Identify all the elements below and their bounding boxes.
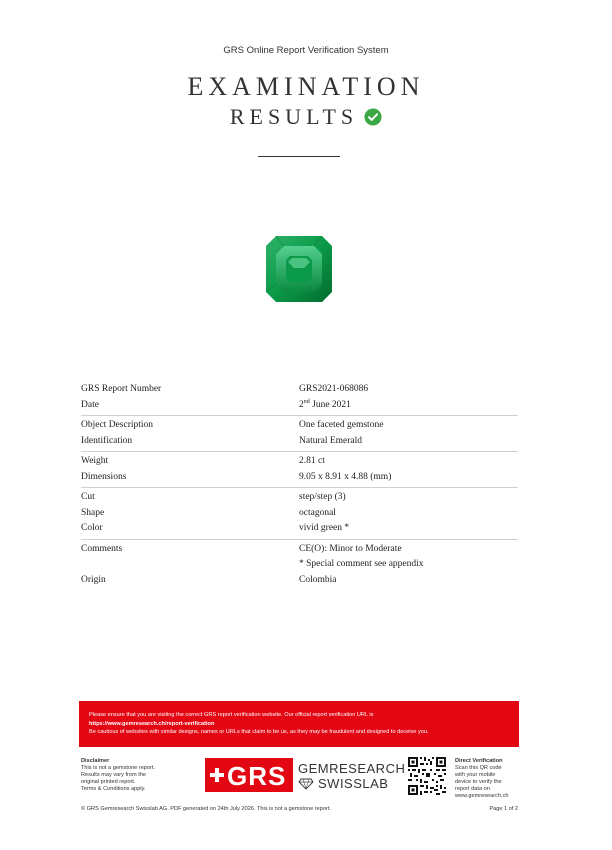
- disclaimer-title: Disclaimer: [81, 758, 110, 764]
- report-details-table: [81, 380, 518, 590]
- report-row-comments-note: [81, 557, 518, 573]
- report-group-id: [81, 380, 518, 416]
- fraud-warning-banner: [79, 701, 519, 747]
- direct-verification-line: report data on: [455, 786, 490, 792]
- direct-verification-title: Direct Verification: [455, 758, 503, 764]
- origin-value: Colombia: [299, 574, 337, 585]
- dimensions-label: Dimensions: [81, 471, 127, 482]
- banner-line-3: Be cautious of websites with similar designs, names or URLs that claim to be us, as they may be fraudulent and designed to deceive you.: [89, 729, 429, 735]
- grs-logo-box: [205, 758, 293, 792]
- weight-label: Weight: [81, 456, 109, 466]
- swiss-cross-icon: [209, 767, 225, 783]
- cut-label: Cut: [81, 492, 95, 502]
- report-row-cut: [81, 490, 518, 506]
- report-group-appearance: [81, 488, 518, 540]
- report-row-shape: [81, 506, 518, 522]
- report-number-value: GRS2021-068086: [299, 384, 369, 394]
- shape-value: octagonal: [299, 507, 336, 518]
- verification-url-link[interactable]: https://www.gemresearch.ch/report-verification: [89, 720, 215, 727]
- qr-code-icon[interactable]: [407, 756, 447, 796]
- direct-verification-line: device to verify the: [455, 779, 502, 785]
- comments-note-label: [81, 557, 299, 573]
- object-description-value: One faceted gemstone: [299, 420, 384, 430]
- date-day: 2: [299, 399, 304, 410]
- disclaimer-line: original printed report.: [81, 779, 136, 785]
- headline-examination: EXAMINATION: [187, 72, 425, 101]
- report-group-comments: [81, 540, 518, 591]
- banner-line-1: Please ensure that you are visiting the correct GRS report verification website. Our official report verification URL is: [89, 712, 374, 718]
- emerald-gemstone-image: [264, 234, 334, 304]
- footer-copyright: © GRS Gemresearch Swisslab AG. PDF generated on 24th July 2026. This is not a gemstone report.: [81, 806, 331, 812]
- identification-value: Natural Emerald: [299, 435, 363, 446]
- headline-divider: [258, 156, 340, 157]
- report-row-identification: [81, 434, 518, 450]
- date-label: Date: [81, 399, 99, 410]
- report-row-number: [81, 382, 518, 398]
- report-group-object: [81, 416, 518, 452]
- system-title: GRS Online Report Verification System: [223, 45, 389, 56]
- report-row-dimensions: [81, 470, 518, 486]
- weight-value: 2.81 ct: [299, 456, 325, 466]
- date-suffix: nd: [303, 398, 310, 405]
- report-group-measurements: [81, 452, 518, 488]
- direct-verification-block: [455, 758, 525, 800]
- report-row-object: [81, 418, 518, 434]
- comments-value: CE(O): Minor to Moderate: [299, 543, 402, 554]
- grs-logo: [205, 758, 405, 798]
- direct-verification-line: with your mobile: [455, 772, 496, 778]
- cut-value: step/step (3): [299, 492, 346, 502]
- report-row-weight: [81, 454, 518, 470]
- object-description-label: Object Description: [81, 420, 154, 430]
- report-row-date: [81, 398, 518, 414]
- report-row-comments: [81, 542, 518, 558]
- page-number: Page 1 of 2: [489, 806, 518, 812]
- direct-verification-link[interactable]: www.gemresearch.ch: [455, 793, 509, 799]
- origin-label: Origin: [81, 574, 106, 585]
- color-value: vivid green *: [299, 523, 350, 533]
- diamond-icon: [298, 778, 314, 790]
- direct-verification-line: Scan this QR code: [455, 765, 502, 771]
- disclaimer-line: Results may vary from the: [81, 772, 146, 778]
- report-row-color: [81, 521, 518, 537]
- identification-label: Identification: [81, 435, 133, 446]
- disclaimer-line: Terms & Conditions apply.: [81, 786, 146, 792]
- date-rest: June 2021: [309, 399, 351, 410]
- comments-note-value: * Special comment see appendix: [299, 559, 424, 569]
- shape-label: Shape: [81, 507, 105, 518]
- gemresearch-logo-text: GEMRESEARCH: [298, 761, 406, 776]
- report-row-origin: [81, 573, 518, 589]
- date-value: [299, 398, 518, 414]
- dimensions-value: 9.05 x 8.91 x 4.88 (mm): [299, 471, 392, 482]
- disclaimer-block: [81, 758, 181, 793]
- swisslab-logo-text: SWISSLAB: [318, 776, 389, 791]
- color-label: Color: [81, 523, 103, 533]
- headline-results-wrapper: [0, 104, 612, 130]
- check-circle-icon: [364, 108, 382, 126]
- page-footer: [81, 806, 518, 812]
- disclaimer-line: This is not a gemstone report.: [81, 765, 155, 771]
- comments-label: Comments: [81, 543, 123, 554]
- report-number-label: GRS Report Number: [81, 384, 162, 394]
- headline-results: RESULTS: [229, 104, 359, 129]
- grs-logo-text: GRS: [227, 761, 287, 791]
